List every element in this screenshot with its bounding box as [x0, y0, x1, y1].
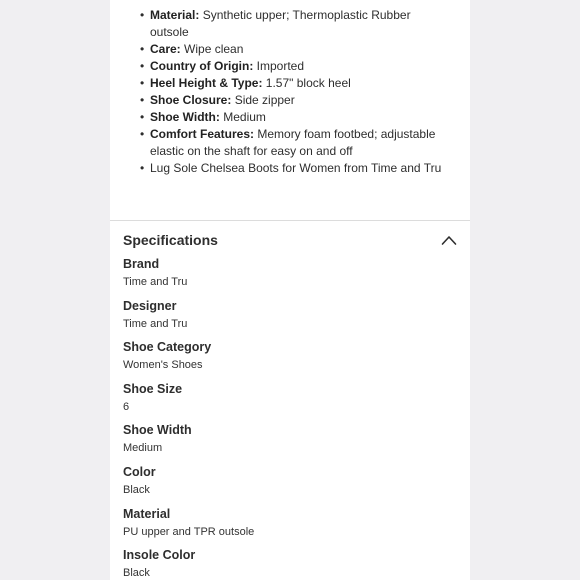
- spec-value: Women's Shoes: [123, 359, 203, 372]
- spec-color: [123, 464, 457, 506]
- spec-value: Black: [123, 567, 150, 580]
- specifications-title: Specifications: [123, 232, 218, 248]
- chevron-up-icon[interactable]: [441, 233, 457, 247]
- section-divider: [110, 220, 470, 221]
- specifications-list: [123, 256, 457, 580]
- spec-value: 6: [123, 400, 130, 413]
- spec-designer: [123, 298, 457, 340]
- spec-value: Time and Tru: [123, 276, 188, 288]
- spec-value: Black: [123, 483, 150, 496]
- specifications-header[interactable]: [123, 230, 457, 250]
- spec-value: Medium: [123, 442, 163, 455]
- product-details-panel: [110, 0, 470, 580]
- spec-insole-color: [123, 547, 457, 580]
- spec-material: [123, 506, 457, 548]
- spec-label: Designer: [123, 298, 177, 313]
- spec-label: Color: [123, 464, 156, 479]
- spec-label: Brand: [123, 257, 160, 271]
- spec-label: Shoe Category: [123, 340, 212, 355]
- feature-country-of-origin: • Country of Origin: Imported: [140, 59, 305, 73]
- product-features-list: [110, 0, 470, 177]
- feature-heel-height: • Heel Height & Type: 1.57" block heel: [140, 76, 351, 90]
- spec-value: PU upper and TPR outsole: [123, 525, 255, 538]
- spec-shoe-size: [123, 381, 457, 423]
- spec-label: Shoe Width: [123, 423, 192, 438]
- spec-shoe-width: [123, 422, 457, 464]
- spec-value: Time and Tru: [123, 317, 188, 330]
- feature-description: • Lug Sole Chelsea Boots for Women from Time and Tru: [140, 161, 442, 175]
- feature-care: • Care: Wipe clean: [140, 42, 244, 56]
- spec-label: Material: [123, 506, 171, 521]
- feature-material: • Material: Synthetic upper; Thermoplastic Rubber outsole: [140, 8, 411, 39]
- feature-shoe-closure: • Shoe Closure: Side zipper: [140, 93, 295, 107]
- spec-label: Shoe Size: [123, 381, 183, 396]
- feature-comfort: • Comfort Features: Memory foam footbed; adjustable elastic on the shaft for easy on and off: [140, 127, 436, 158]
- spec-shoe-category: [123, 339, 457, 381]
- spec-label: Insole Color: [123, 548, 196, 563]
- feature-shoe-width: • Shoe Width: Medium: [140, 110, 266, 124]
- spec-brand: [123, 256, 457, 298]
